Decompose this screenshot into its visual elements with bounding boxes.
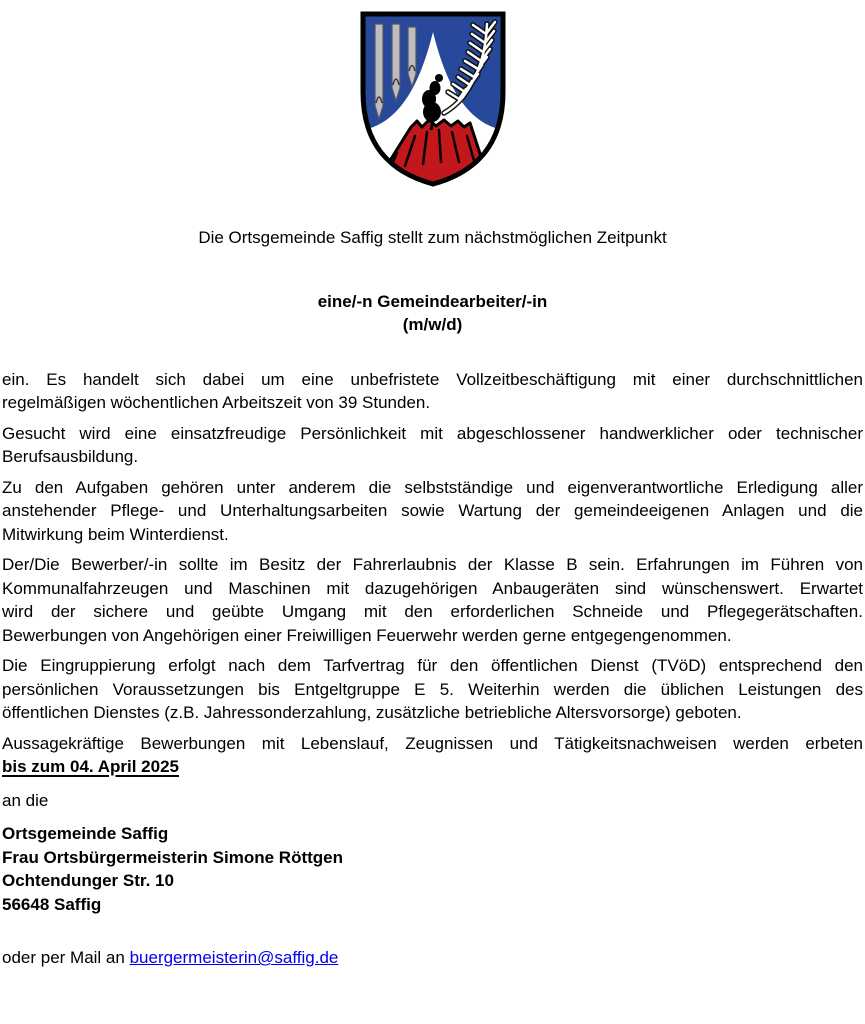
paragraph-duties [2,476,863,547]
paragraph-profile [2,422,863,469]
paragraph-line: Mitwirkung beim Winterdienst. [2,524,229,544]
paragraph-line: Die Eingruppierung erfolgt nach dem Tarfvertrag für den öffentlichen Dienst (TVöD) entsprechend den [2,656,863,675]
paragraph-line: persönlichen Voraussetzungen bis Entgeltgruppe E 5. Weiterhin werden die üblichen Leistungen des [2,679,863,699]
paragraph-line: Gesucht wird eine einsatzfreudige Persönlichkeit mit abgeschlossener handwerklicher oder technischer [2,423,863,443]
address-line-person: Frau Ortsbürgermeisterin Simone Röttgen [2,847,343,867]
coat-of-arms-icon [357,8,509,190]
paragraph-line: öffentlichen Dienstes (z.B. Jahressonderzahlung, zusätzliche betriebliche Altersvorsorge) geboten. [2,703,742,722]
paragraph-line: Der/Die Bewerber/-in sollte im Besitz der Fahrerlaubnis der Klasse B sein. Erfahrungen im Führen von [2,555,863,574]
mail-prefix: oder per Mail an [2,948,130,967]
address-line-street: Ochtendunger Str. 10 [2,871,174,890]
paragraph-line: anstehender Pflege- und Unterhaltungsarbeiten sowie Wartung der gemeindeeigenen Anlagen und die [2,501,863,520]
paragraph-line: Zu den Aufgaben gehören unter anderem die selbstständige und eigenverantwortliche Erledigung aller [2,477,863,497]
job-title-line2: (m/w/d) [402,315,463,334]
paragraph-line: Kommunalfahrzeugen und Maschinen mit dazugehörigen Anbaugeräten sind wünschenswert. Erwartet [2,578,863,598]
application-deadline: bis zum 04. April 2025 [2,757,179,776]
coat-of-arms-container [2,8,863,190]
an-die-line: an die [2,790,49,810]
job-title [2,290,863,337]
application-request-line: Aussagekräftige Bewerbungen mit Lebenslauf, Zeugnissen und Tätigkeitsnachweisen werden erbeten [2,733,863,753]
paragraph-employment-terms [2,368,863,415]
paragraph-line: Berufsausbildung. [2,447,139,466]
paragraph-application [2,732,863,779]
paragraph-pay [2,654,863,725]
paragraph-requirements [2,553,863,647]
address-block [2,822,863,916]
address-line-organization: Ortsgemeinde Saffig [2,824,169,843]
email-link[interactable]: buergermeisterin@saffig.de [129,948,339,967]
intro-line: Die Ortsgemeinde Saffig stellt zum nächstmöglichen Zeitpunkt [198,228,667,247]
paragraph-line: wird der sichere und geübte Umgang mit den erforderlichen Schneide und Pflegegerätschaften. [2,602,863,621]
body-text [2,368,863,970]
address-line-city: 56648 Saffig [2,894,102,914]
paragraph-line: regelmäßigen wöchentlichen Arbeitszeit von 39 Stunden. [2,393,431,412]
mail-line [2,946,863,970]
job-title-line1: eine/-n Gemeindearbeiter/-in [317,291,548,311]
paragraph-line: ein. Es handelt sich dabei um eine unbefristete Vollzeitbeschäftigung mit einer durchschnittlichen [2,369,863,389]
paragraph-line: Bewerbungen von Angehörigen einer Freiwilligen Feuerwehr werden gerne entgegengenommen. [2,625,732,645]
